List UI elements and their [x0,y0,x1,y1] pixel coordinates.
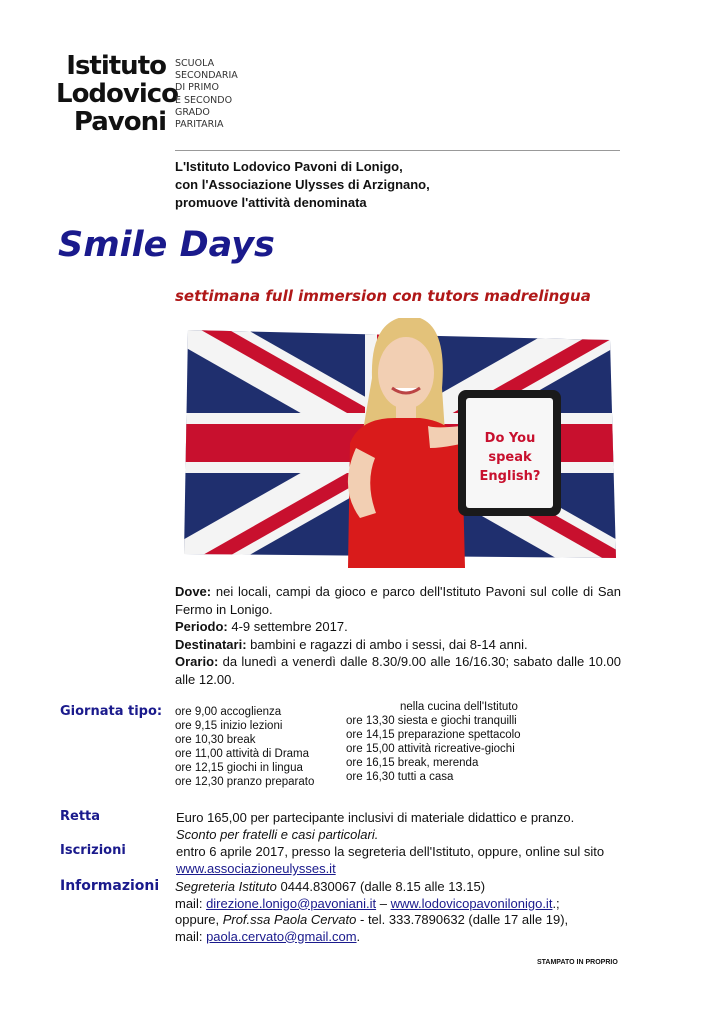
logo-sub-line: DI PRIMO [175,82,219,94]
intro-text [175,158,430,212]
schedule-item: ore 10,30 break [175,734,256,746]
periodo-label: Periodo: [175,619,228,634]
dove-text: nei locali, campi da gioco e parco dell'Istituto Pavoni sul colle di San Fermo in Lonigo. [175,584,621,617]
schedule-item: ore 11,00 attività di Drama [175,748,310,760]
print-stamp: STAMPATO IN PROPRIO [537,959,618,966]
schedule-afternoon [346,700,521,784]
schedule-morning [175,705,314,789]
direzione-email-link[interactable]: direzione.lonigo@pavoniani.it [206,895,377,911]
info-dove [175,583,621,618]
iscrizioni-label: Iscrizioni [60,843,126,858]
event-info [175,583,621,688]
logo-sub-line: E SECONDO [175,94,233,106]
giornata-label: Giornata tipo: [60,704,163,719]
oppure-line [175,912,568,929]
schedule-item: ore 12,15 giochi in lingua [175,762,303,774]
union-jack-photo [180,318,620,568]
schedule-item: ore 15,00 attività ricreative-giochi [346,743,515,755]
oppure-prefix: oppure, [175,912,223,927]
logo-subtitle [175,58,238,131]
schedule-item: ore 14,15 preparazione spettacolo [346,729,521,741]
mail-line [175,896,568,913]
schedule-item: ore 12,30 pranzo preparato [175,776,315,788]
cervato-email-link[interactable]: paola.cervato@gmail.com [206,928,357,944]
informazioni-text [175,879,568,945]
iscrizioni-text [176,843,604,877]
period: . [356,928,361,944]
logo-sub-line: SCUOLA [175,58,215,69]
segreteria-line [175,879,568,896]
mail-prefix: mail: [175,895,207,911]
logo-wordmark [56,51,179,137]
info-destinatari [175,636,621,654]
tablet-text-line: speak [488,450,532,465]
schedule-item: ore 9,00 accoglienza [175,706,282,718]
logo-sub-line: PARITARIA [175,119,224,131]
schedule-item: nella cucina dell'Istituto [400,701,518,713]
info-orario [175,653,621,688]
contact-name: Prof.ssa Paola Cervato [222,912,357,927]
intro-line: promuove l'attività denominata [175,195,367,210]
mail2-prefix: mail: [175,928,207,944]
orario-text: da lunedì a venerdì dalle 8.30/9.00 alle 16/16.30; sabato dalle 10.00 alle 12.00. [175,654,621,687]
schedule-item: ore 16,15 break, merenda [346,757,479,769]
destinatari-text: bambini e ragazzi di ambo i sessi, dai 8-14 anni. [246,636,528,652]
ulysses-link[interactable]: www.associazioneulysses.it [176,861,336,876]
orario-label: Orario: [175,654,219,669]
destinatari-label: Destinatari: [175,636,247,652]
logo-sub-line: SECONDARIA [175,70,238,82]
semicolon: .; [552,895,560,911]
pavoni-site-link[interactable]: www.lodovicopavonilonigo.it [390,895,553,911]
schedule-item: ore 13,30 siesta e giochi tranquilli [346,715,517,727]
dove-label: Dove: [175,584,212,599]
logo-sub-line: GRADO [175,106,210,118]
tablet-illustration [458,390,561,516]
tablet-text-line: English? [479,469,541,484]
schedule-item: ore 16,30 tutti a casa [346,771,454,783]
informazioni-label: Informazioni [60,878,160,894]
logo-line: Istituto [66,51,166,81]
segreteria-label: Segreteria Istituto [175,879,277,894]
dash: – [376,895,391,911]
periodo-text: 4-9 settembre 2017. [227,619,348,634]
intro-line: L'Istituto Lodovico Pavoni di Lonigo, [175,159,403,174]
tablet-text-line: Do You [484,431,536,446]
logo-line: Pavoni [73,107,166,137]
contact-phone: - tel. 333.7890632 (dalle 17 alle 19), [356,912,569,927]
mail2-line [175,929,568,946]
info-periodo [175,618,621,636]
retta-text [176,809,574,843]
schedule-item: ore 9,15 inizio lezioni [175,720,283,732]
page-title: Smile Days [58,225,275,265]
retta-label: Retta [60,809,101,824]
header-divider [175,150,620,151]
iscrizioni-line: entro 6 aprile 2017, presso la segreteria dell'Istituto, oppure, online sul sito [176,844,605,859]
retta-line: Euro 165,00 per partecipante inclusivi di materiale didattico e pranzo. [176,810,575,825]
retta-discount: Sconto per fratelli e casi particolari. [176,827,379,842]
page-subtitle: settimana full immersion con tutors madrelingua [175,287,591,305]
intro-line: con l'Associazione Ulysses di Arzignano, [175,177,430,192]
logo-line: Lodovico [56,79,179,109]
segreteria-phone: 0444.830067 (dalle 8.15 alle 13.15) [276,879,486,894]
